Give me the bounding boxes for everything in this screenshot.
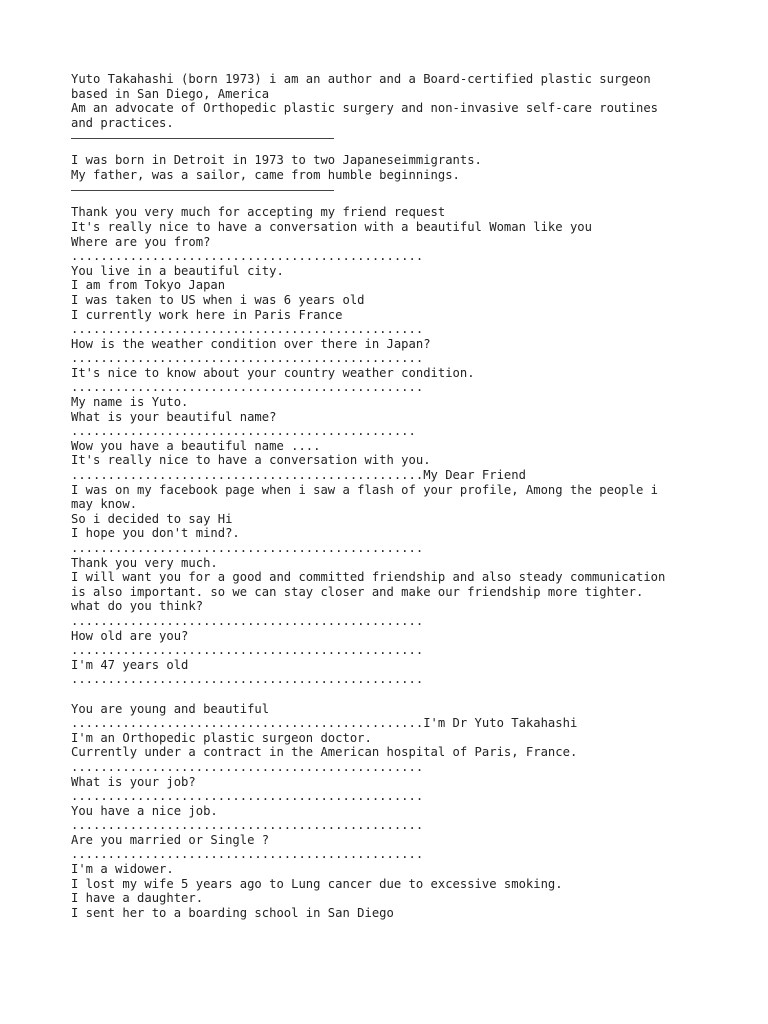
spacer — [71, 687, 711, 702]
conversation-block: You are young and beautiful ................................................I'm Dr Yuto Takahashi I'm an Orthopedic plastic surgeon doctor. Currently under a contract in the American hospital of Paris, France. ................................................ What is your job? ................................................ You have a nice job. ................................................ Are you married or Single ? ................................................ I'm a widower. I lost my wife 5 years ago to Lung cancer due to excessive smoking. I have a daughter. I sent her to a boarding school in San Diego — [71, 701, 578, 920]
document-page — [71, 72, 711, 920]
spacer — [71, 191, 711, 206]
conversation-block: Thank you very much for accepting my friend request It's really nice to have a conversation with a beautiful Woman like you Where are you from? ................................................ You live in a beautiful city. I am from Tokyo Japan I was taken to US when i was 6 years old I currently work here in Paris France ................................................ How is the weather condition over there in Japan? ................................................ It's nice to know about your country weather condition. ................................................ My name is Yuto. What is your beautiful name? ............................................... Wow you have a beautiful name .... It's really nice to have a conversation with you. ................................................My Dear Friend I was on my facebook page when i saw a flash of your profile, Among the people i may know. So i decided to say Hi I hope you don't mind?. ................................................ Thank you very much. I will want you for a good and committed friendship and also steady communication is also important. so we can stay closer and make our friendship more tighter. what do you think? ................................................ How old are you? ................................................ I'm 47 years old ................................................ — [71, 205, 666, 687]
spacer — [71, 182, 711, 189]
intro-paragraph: Yuto Takahashi (born 1973) i am an author and a Board-certified plastic surgeon based in San Diego, America Am an advocate of Orthopedic plastic surgery and non-invasive self-care routines and practices. — [71, 72, 658, 130]
spacer — [71, 139, 711, 154]
spacer — [71, 130, 711, 137]
birth-paragraph: I was born in Detroit in 1973 to two Japaneseimmigrants. My father, was a sailor, came from humble beginnings. — [71, 153, 482, 182]
